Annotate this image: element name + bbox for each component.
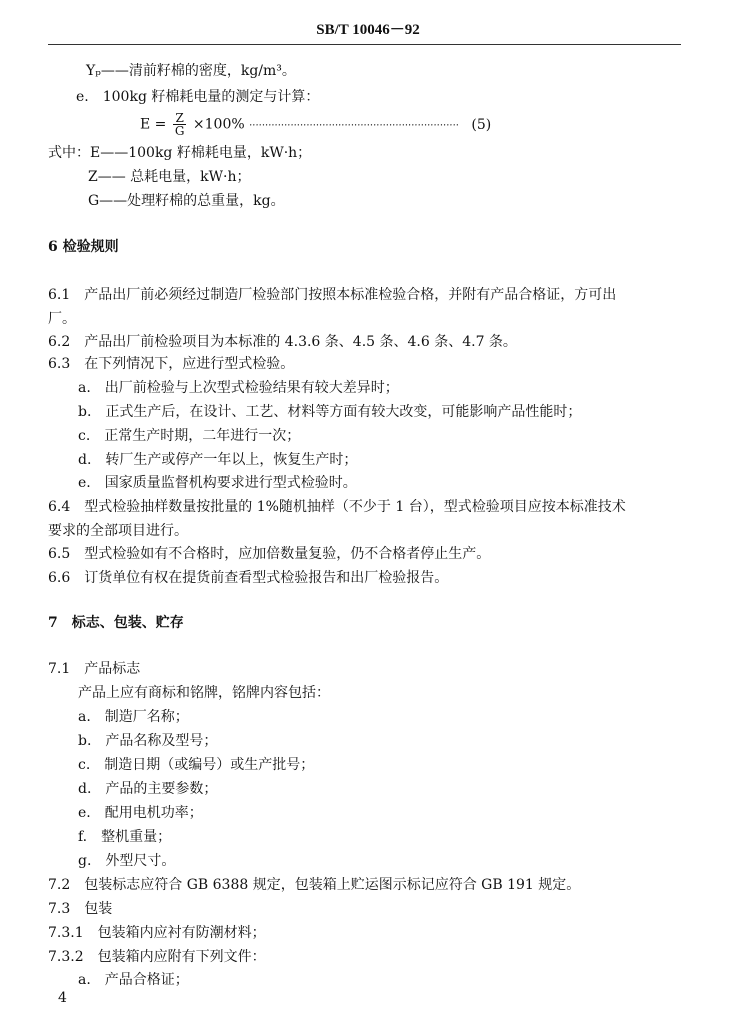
where-g: G——处理籽棉的总重量，kg。 — [88, 193, 285, 209]
clause-7-1-item-e: e. 配用电机功率； — [78, 805, 203, 821]
yp-definition: Yₚ——清前籽棉的密度，kg/m³。 — [86, 63, 296, 79]
equation-5 — [140, 112, 491, 137]
standard-code-header: SB/T 10046－92 — [316, 22, 420, 38]
fraction-denominator: G — [174, 124, 185, 138]
clause-7-1: 7.1 产品标志 — [48, 661, 141, 677]
clause-6-2: 6.2 产品出厂前检验项目为本标准的 4.3.6 条、4.5 条、4.6 条、4.7 条。 — [48, 334, 517, 350]
clause-6-6: 6.6 订货单位有权在提货前查看型式检验报告和出厂检验报告。 — [48, 570, 449, 586]
clause-7-3-2: 7.3.2 包装箱内应附有下列文件： — [48, 949, 266, 965]
clause-7-1-item-f: f. 整机重量； — [78, 829, 172, 845]
clause-6-4-line1: 6.4 型式检验抽样数量按批量的 1%随机抽样（不少于 1 台），型式检验项目应按本标准技术 — [48, 499, 626, 515]
header-rule — [48, 44, 681, 45]
clause-7-3: 7.3 包装 — [48, 901, 113, 917]
clause-6-1-line2: 厂。 — [48, 311, 76, 327]
section-6-title: 6 检验规则 — [48, 239, 119, 255]
equation-leader-dots: ·································································· — [249, 120, 459, 132]
section-7-title: 7 标志、包装、贮存 — [48, 615, 184, 631]
clause-7-1-intro: 产品上应有商标和铭牌，铭牌内容包括： — [78, 685, 330, 701]
page-number: 4 — [58, 990, 67, 1006]
clause-6-1-line1: 6.1 产品出厂前必须经过制造厂检验部门按照本标准检验合格，并附有产品合格证，方可出 — [48, 287, 617, 303]
clause-6-3-item-b: b. 正式生产后，在设计、工艺、材料等方面有较大改变，可能影响产品性能时； — [78, 404, 582, 420]
equation-number: (5) — [471, 116, 492, 133]
clause-7-1-item-g: g. 外型尺寸。 — [78, 853, 176, 869]
where-e: 式中：E——100kg 籽棉耗电量，kW·h； — [48, 145, 312, 161]
clause-6-3: 6.3 在下列情况下，应进行型式检验。 — [48, 356, 295, 372]
clause-7-1-item-b: b. 产品名称及型号； — [78, 733, 218, 749]
clause-7-3-2-item-a: a. 产品合格证； — [78, 972, 189, 988]
where-z: Z—— 总耗电量，kW·h； — [88, 169, 251, 185]
clause-6-3-item-c: c. 正常生产时期，二年进行一次； — [78, 428, 301, 444]
clause-6-3-item-e: e. 国家质量监督机构要求进行型式检验时。 — [78, 475, 357, 491]
clause-7-2: 7.2 包装标志应符合 GB 6388 规定，包装箱上贮运图示标记应符合 GB 191 规定。 — [48, 877, 581, 893]
clause-7-3-1: 7.3.1 包装箱内应衬有防潮材料； — [48, 925, 266, 941]
clause-6-3-item-d: d. 转厂生产或停产一年以上，恢复生产时； — [78, 452, 358, 468]
clause-6-5: 6.5 型式检验如有不合格时，应加倍数量复验，仍不合格者停止生产。 — [48, 546, 491, 562]
equation-fraction — [173, 112, 187, 137]
equation-rhs: ×100% — [192, 116, 245, 133]
fraction-numerator: Z — [175, 111, 184, 125]
clause-7-1-item-c: c. 制造日期（或编号）或生产批号； — [78, 757, 315, 773]
clause-7-1-item-d: d. 产品的主要参数； — [78, 781, 218, 797]
item-e-heading: e. 100kg 籽棉耗电量的测定与计算： — [76, 89, 320, 105]
clause-6-4-line2: 要求的全部项目进行。 — [48, 523, 188, 539]
equation-lhs: E = — [140, 116, 167, 133]
clause-6-3-item-a: a. 出厂前检验与上次型式检验结果有较大差异时； — [78, 380, 399, 396]
clause-7-1-item-a: a. 制造厂名称； — [78, 709, 189, 725]
